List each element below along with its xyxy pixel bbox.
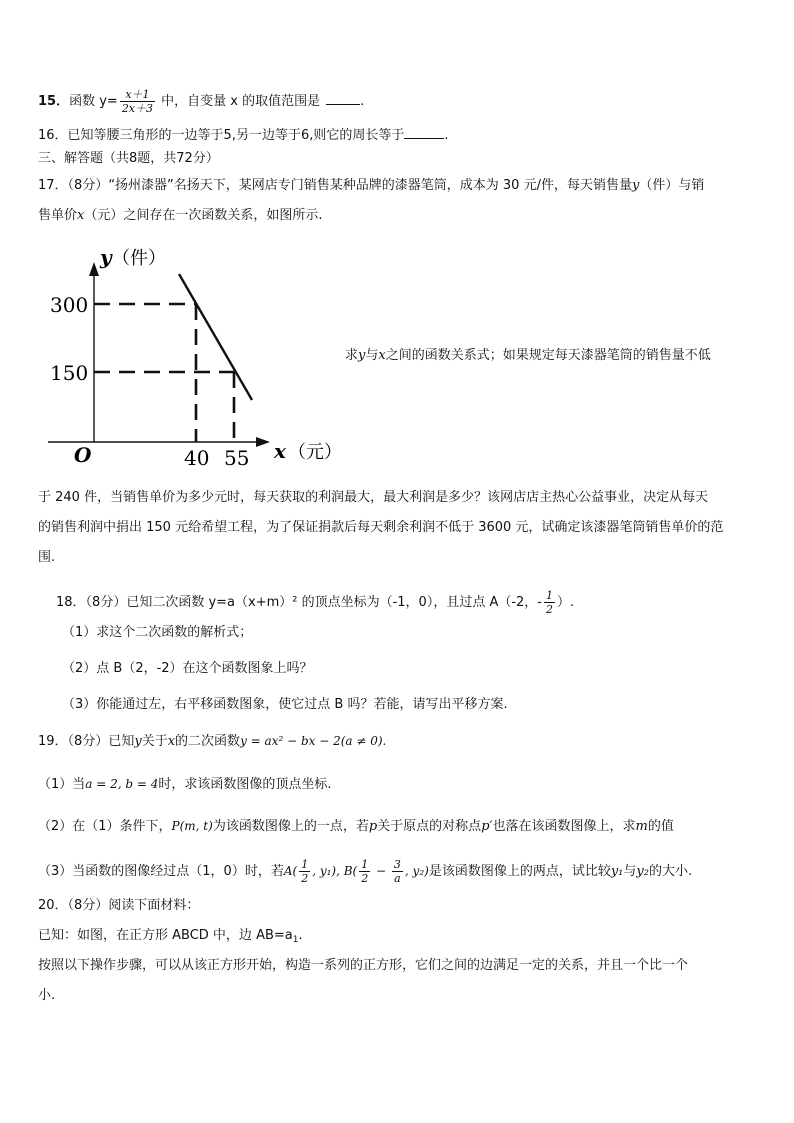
question-19-part-2: （2）在（1）条件下，P(m, t)为该函数图像上的一点，若p关于原点的对称点p′也落在该函数图像上，求m的值 (38, 819, 674, 834)
question-20-line-3: 按照以下操作步骤，可以从该正方形开始，构造一系列的正方形，它们之间的边满足一定的关系，并且一个比一个 (38, 958, 689, 973)
question-19-part-3: （3）当函数的图像经过点（1，0）时，若A( $\frac{1}{2}$ , y₁), B( $\frac{1}{2}$ − $\frac{3}{a}$ , y₂)是该函数图像上的两点，试比较y₁与y₂的大小. (38, 858, 693, 885)
fraction: $\frac{x+1}{2x+3}$ (121, 88, 154, 115)
question-18-part-3: （3）你能通过左，右平移函数图象，使它过点 B 吗？若能，请写出平移方案. (62, 697, 508, 712)
question-17-line-1: 17．（8分）“扬州漆器”名扬天下，某网店专门销售某种品牌的漆器笔筒，成本为 30 元/件，每天销售量y（件）与销 (38, 178, 705, 193)
sales-graph (38, 240, 358, 472)
answer-blank (404, 126, 444, 139)
question-17-side-text: 求y与x之间的函数关系式；如果规定每天漆器笔筒的销售量不低 (345, 348, 711, 363)
question-17-line-3: 于 240 件，当销售单价为多少元时，每天获取的利润最大，最大利润是多少？该网店店主热心公益事业，决定从每天 (38, 490, 709, 505)
y-axis-unit: （件） (112, 248, 166, 269)
section-heading: 三、解答题（共8题，共72分） (38, 151, 219, 166)
question-18-part-2: （2）点 B（2，-2）在这个函数图象上吗？ (62, 661, 313, 676)
x-axis-arrow (256, 437, 270, 447)
x-axis-unit: （元） (288, 442, 342, 463)
origin-label: O (74, 443, 92, 467)
fraction: $\frac{3}{a}$ (393, 858, 401, 885)
question-20: 20．（8分）阅读下面材料： (38, 898, 200, 913)
question-17-line-2: 售单价x（元）之间存在一次函数关系，如图所示. (38, 208, 323, 223)
question-17-line-5: 围. (38, 550, 56, 565)
function-line (179, 274, 252, 400)
fraction: $\frac{1}{2}$ (546, 589, 554, 616)
y-tick-300: 300 (50, 293, 89, 317)
x-axis-label: x (274, 439, 286, 463)
x-tick-40: 40 (184, 446, 210, 470)
question-20-line-4: 小. (38, 988, 56, 1003)
question-18-part-1: （1）求这个二次函数的解析式； (62, 625, 253, 640)
question-15: 15．函数 y= $\frac{x+1}{2x+3}$ 中，自变量 x 的取值范围是 . (38, 88, 365, 115)
question-18: 18．（8分）已知二次函数 y=a（x+m）² 的顶点坐标为（-1，0），且过点 A（-2，- $\frac{1}{2}$ ）. (56, 589, 575, 616)
fraction: $\frac{1}{2}$ (301, 858, 309, 885)
answer-blank (326, 92, 360, 105)
question-19: 19．（8分）已知y关于x的二次函数y = ax² − bx − 2(a ≠ 0). (38, 734, 387, 749)
question-20-line-2: 已知：如图，在正方形 ABCD 中，边 $AB=a_1$. (38, 928, 303, 945)
y-axis-arrow (89, 262, 99, 276)
y-tick-150: 150 (50, 361, 89, 385)
x-tick-55: 55 (224, 446, 250, 470)
question-17-line-4: 的销售利润中捐出 150 元给希望工程，为了保证捐款后每天剩余利润不低于 3600 元，试确定该漆器笔筒销售单价的范 (38, 520, 724, 535)
y-axis-label: y (100, 245, 112, 269)
question-19-part-1: （1）当a = 2, b = 4时，求该函数图像的顶点坐标. (38, 777, 332, 792)
fraction: $\frac{1}{2}$ (361, 858, 369, 885)
question-16: 16．已知等腰三角形的一边等于5,另一边等于6,则它的周长等于 . (38, 128, 449, 143)
